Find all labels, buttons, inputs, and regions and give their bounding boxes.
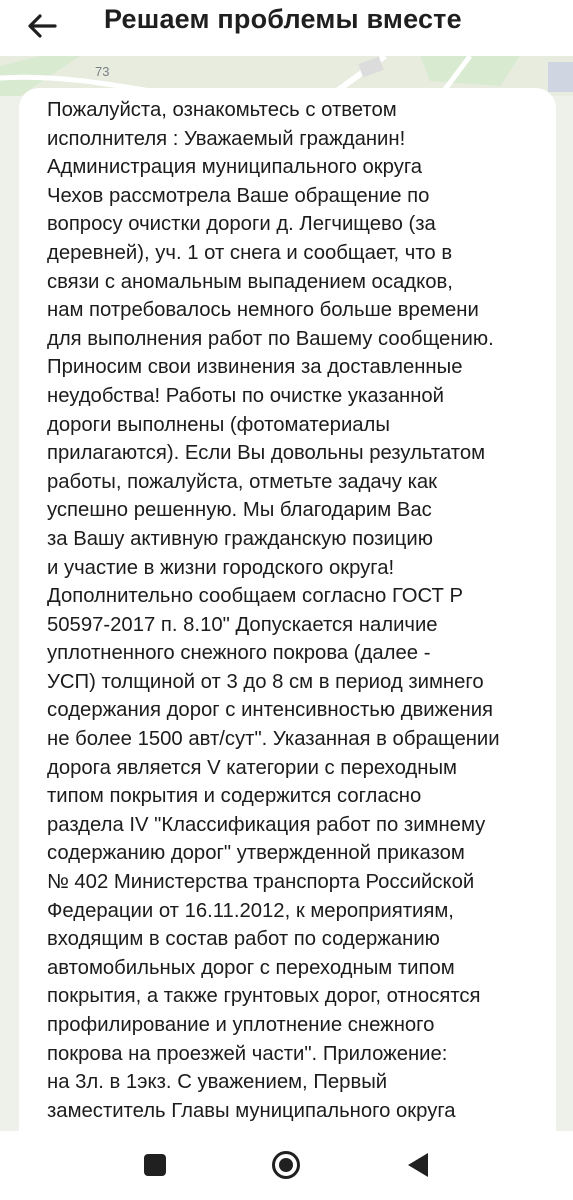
message-line: на 3л. в 1экз. С уважением, Первый <box>47 1071 388 1094</box>
message-line: № 402 Министерства транспорта Российской <box>47 871 475 894</box>
message-line: 50597-2017 п. 8.10" Допускается наличие <box>47 613 438 636</box>
message-line: вопросу очистки дороги д. Легчищево (за <box>47 213 436 236</box>
message-line: входящим в состав работ по содержанию <box>47 928 440 951</box>
recents-button[interactable] <box>135 1145 175 1185</box>
message-line: раздела IV "Классификация работ по зимнему <box>47 813 486 836</box>
message-line: за Вашу активную гражданскую позицию <box>47 527 433 550</box>
message-line: Чехов рассмотрела Ваше обращение по <box>47 184 430 207</box>
message-line: профилирование и уплотнение снежного <box>47 1014 435 1036</box>
system-navigation-bar <box>0 1131 573 1200</box>
message-line: деревней), уч. 1 от снега и сообщает, что в <box>47 241 453 264</box>
message-line: прилагаются). Если Вы довольны результатом <box>47 442 486 465</box>
circle-home-icon <box>272 1151 300 1179</box>
message-line: исполнителя : Уважаемый гражданин! <box>47 127 406 150</box>
system-back-button[interactable] <box>398 1145 438 1185</box>
response-message <box>19 88 547 1125</box>
message-line: Приносим свои извинения за доставленные <box>47 356 463 379</box>
arrow-left-icon <box>27 13 57 39</box>
response-card[interactable] <box>19 88 556 1131</box>
message-line: связи с аномальным выпадением осадков, <box>47 270 453 293</box>
message-line: покрытия, а также грунтовых дорог, относятся <box>47 985 481 1008</box>
home-button[interactable] <box>266 1145 306 1185</box>
message-line: Дополнительно сообщаем согласно ГОСТ Р <box>47 585 464 608</box>
message-line: не более 1500 авт/сут". Указанная в обращении <box>47 728 500 751</box>
message-line: и участие в жизни городского округа! <box>47 556 395 579</box>
message-line: автомобильных дорог с переходным типом <box>47 956 455 979</box>
message-line: УСП) толщиной от 3 до 8 см в период зимнего <box>47 670 484 693</box>
triangle-back-icon <box>408 1153 428 1177</box>
app-header <box>0 0 573 56</box>
message-line: заместитель Главы муниципального округа <box>47 1099 456 1122</box>
message-line: покрова на проезжей части". Приложение: <box>47 1042 448 1065</box>
message-line: содержанию дорог" утвержденной приказом <box>47 842 465 865</box>
square-icon <box>144 1154 166 1176</box>
message-line: успешно решенную. Мы благодарим Вас <box>47 499 432 522</box>
message-line: работы, пожалуйста, отметьте задачу как <box>47 470 438 493</box>
message-line: Пожалуйста, ознакомьтесь с ответом <box>47 99 397 121</box>
message-line: типом покрытия и содержится согласно <box>47 785 422 808</box>
message-line: нам потребовалось немного больше времени <box>47 299 479 322</box>
map-house-number: 73 <box>95 64 110 79</box>
message-line: Федерации от 16.11.2012, к мероприятиям, <box>47 899 454 922</box>
message-line: для выполнения работ по Вашему сообщению. <box>47 327 494 350</box>
message-line: содержания дорог с интенсивностью движения <box>47 699 493 722</box>
message-line: дорога является V категории с переходным <box>47 756 457 779</box>
message-line: уплотненного снежного покрова (далее - <box>47 642 431 665</box>
page-title: Решаем проблемы вместе <box>104 4 462 34</box>
message-line: Администрация муниципального округа <box>47 156 423 179</box>
message-line: дороги выполнены (фотоматериалы <box>47 413 390 436</box>
back-button[interactable] <box>22 6 62 46</box>
message-line: неудобства! Работы по очистке указанной <box>47 384 444 407</box>
